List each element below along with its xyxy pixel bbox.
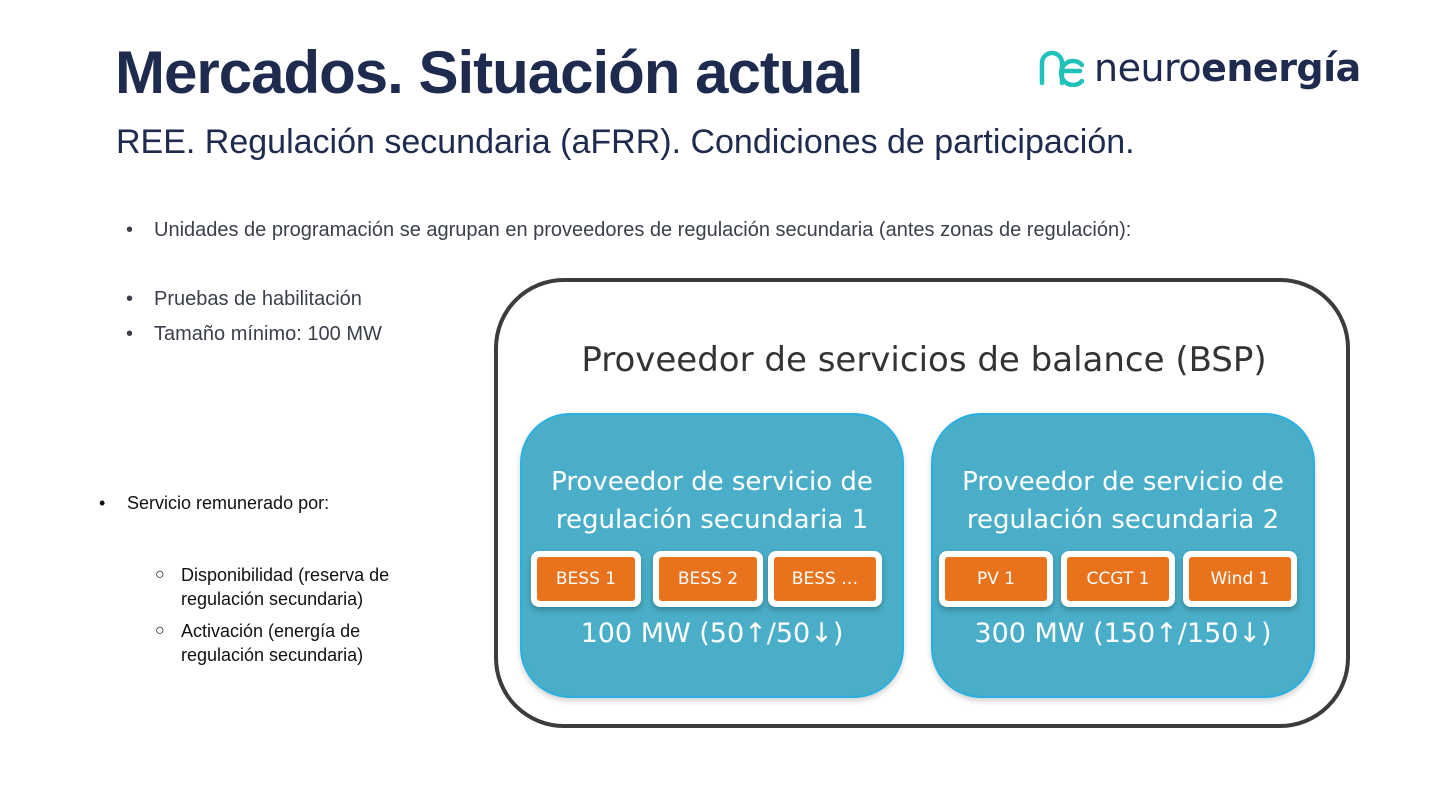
bullet-service [99, 493, 330, 514]
logo-text-light: neuro [1094, 46, 1202, 90]
provider-box-2 [931, 413, 1315, 698]
page-subtitle: REE. Regulación secundaria (aFRR). Condiciones de participación. [116, 123, 1135, 161]
unit-label: CCGT 1 [1067, 557, 1169, 601]
sub-bullet-activation [155, 619, 364, 667]
provider-title-line: regulación secundaria 1 [555, 505, 869, 535]
sub-bullet-line: Disponibilidad (reserva de [181, 565, 390, 585]
bullet-requirement [126, 288, 362, 311]
provider-title [933, 463, 1313, 539]
bullet-dot-icon: • [99, 493, 106, 513]
page-title: Mercados. Situación actual [115, 39, 863, 106]
unit-label: BESS 2 [659, 557, 757, 601]
bullet-dot-icon: • [126, 219, 134, 241]
sub-bullet-line: Activación (energía de [181, 621, 361, 641]
bullet-intro-text: Unidades de programación se agrupan en proveedores de regulación secundaria (antes zonas de regulación): [154, 219, 1132, 241]
neuroenergia-ne-icon [1038, 49, 1084, 87]
bullet-requirement-text: Pruebas de habilitación [154, 288, 362, 310]
provider-title [522, 463, 902, 539]
bullet-service-text: Servicio remunerado por: [127, 493, 330, 513]
unit-label: Wind 1 [1189, 557, 1291, 601]
bullet-dot-icon: • [126, 288, 134, 310]
logo [1038, 46, 1361, 90]
unit-box [768, 551, 882, 607]
logo-text-bold: energía [1201, 46, 1361, 90]
bullet-intro [126, 219, 1132, 242]
sub-bullet-line: regulación secundaria) [181, 645, 364, 665]
unit-label: BESS … [774, 557, 876, 601]
provider-title-line: regulación secundaria 2 [966, 505, 1280, 535]
unit-box [939, 551, 1053, 607]
sub-bullet-line: regulación secundaria) [181, 589, 364, 609]
bullet-dot-icon: • [126, 323, 134, 345]
unit-box [1183, 551, 1297, 607]
logo-wordmark [1094, 46, 1361, 90]
unit-label: BESS 1 [537, 557, 635, 601]
ring-bullet-icon: ○ [155, 566, 165, 583]
unit-box [653, 551, 763, 607]
bsp-title: Proveedor de servicios de balance (BSP) [581, 340, 1267, 380]
sub-bullet-availability [155, 563, 390, 611]
bullet-requirement [126, 323, 382, 346]
provider-title-line: Proveedor de servicio de [962, 467, 1284, 497]
unit-label: PV 1 [945, 557, 1047, 601]
bullet-requirement-text: Tamaño mínimo: 100 MW [154, 323, 382, 345]
provider-title-line: Proveedor de servicio de [551, 467, 873, 497]
unit-box [1061, 551, 1175, 607]
ring-bullet-icon: ○ [155, 622, 165, 639]
provider-box-1 [520, 413, 904, 698]
provider-capacity: 100 MW (50↑/50↓) [580, 618, 844, 649]
provider-capacity: 300 MW (150↑/150↓) [974, 618, 1272, 649]
unit-box [531, 551, 641, 607]
